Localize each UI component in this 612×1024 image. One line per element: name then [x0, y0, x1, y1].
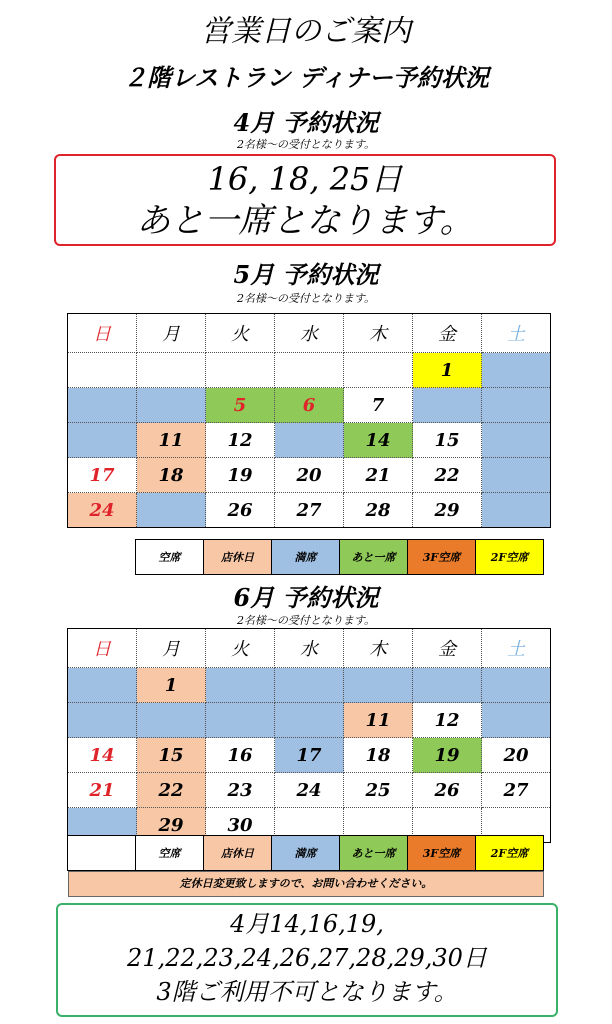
- weekday-sat: 土: [482, 629, 551, 668]
- calendar-week: [68, 493, 551, 528]
- day-cell: 23: [206, 773, 275, 808]
- day-cell: 26: [206, 493, 275, 528]
- day-cell: [68, 668, 137, 703]
- legend-2f-vacant: 2F空席: [476, 836, 544, 871]
- day-cell: [344, 668, 413, 703]
- day-cell: 22: [413, 458, 482, 493]
- day-cell: 16: [206, 738, 275, 773]
- day-cell: 18: [137, 458, 206, 493]
- calendar-week: [68, 458, 551, 493]
- day-cell: [344, 353, 413, 388]
- calendar-week: [68, 738, 551, 773]
- weekday-thu: 木: [344, 314, 413, 353]
- day-cell: 1: [413, 353, 482, 388]
- weekday-mon: 月: [137, 314, 206, 353]
- page-subtitle: ２階レストラン ディナー予約状況: [123, 63, 489, 92]
- weekday-sat: 土: [482, 314, 551, 353]
- day-cell: 21: [68, 773, 137, 808]
- day-cell: [68, 703, 137, 738]
- day-cell: 5: [206, 388, 275, 423]
- legend-blank: [68, 836, 136, 871]
- legend-one-left: あと一席: [340, 836, 408, 871]
- day-cell: 12: [413, 703, 482, 738]
- weekday-sun: 日: [68, 629, 137, 668]
- weekday-wed: 水: [275, 629, 344, 668]
- day-cell: 20: [275, 458, 344, 493]
- legend-3f-vacant: 3F空席: [408, 540, 476, 575]
- day-cell: 30: [206, 808, 275, 843]
- may-note: 2名様～の受付となります。: [236, 292, 376, 305]
- weekday-header: [68, 629, 551, 668]
- calendar-week: [68, 423, 551, 458]
- day-cell: [68, 353, 137, 388]
- day-cell: [206, 668, 275, 703]
- day-cell: [275, 703, 344, 738]
- legend-closed: 店休日: [204, 836, 272, 871]
- weekday-wed: 水: [275, 314, 344, 353]
- day-cell: [482, 703, 551, 738]
- day-cell: [137, 703, 206, 738]
- april-message: あと一席となります。: [136, 201, 474, 241]
- day-cell: 15: [137, 738, 206, 773]
- day-cell: 27: [275, 493, 344, 528]
- april-availability-box: [54, 154, 556, 246]
- day-cell: [413, 668, 482, 703]
- june-calendar: [67, 628, 551, 843]
- weekday-thu: 木: [344, 629, 413, 668]
- calendar-week: [68, 353, 551, 388]
- weekday-fri: 金: [413, 314, 482, 353]
- day-cell: 11: [344, 703, 413, 738]
- day-cell: 12: [206, 423, 275, 458]
- legend-2f-vacant: 2F空席: [476, 540, 544, 575]
- legend-one-left: あと一席: [340, 540, 408, 575]
- day-cell: 14: [68, 738, 137, 773]
- day-cell: [275, 353, 344, 388]
- day-cell: 21: [344, 458, 413, 493]
- day-cell: [137, 493, 206, 528]
- floor3-line1: 4月14,16,19,: [230, 910, 384, 938]
- day-cell: 7: [344, 388, 413, 423]
- floor3-line2: 21,22,23,24,26,27,28,29,30日: [127, 944, 487, 972]
- april-title: 4月 予約状況: [233, 108, 379, 137]
- page-title: 営業日のご案内: [201, 14, 411, 49]
- weekday-fri: 金: [413, 629, 482, 668]
- may-legend: [135, 539, 544, 575]
- april-note: 2名様～の受付となります。: [236, 138, 376, 151]
- legend-full: 満席: [272, 540, 340, 575]
- weekday-tue: 火: [206, 314, 275, 353]
- day-cell: 25: [344, 773, 413, 808]
- day-cell: [482, 458, 551, 493]
- day-cell: 26: [413, 773, 482, 808]
- weekday-sun: 日: [68, 314, 137, 353]
- day-cell: 29: [413, 493, 482, 528]
- day-cell: [482, 353, 551, 388]
- calendar-week: [68, 388, 551, 423]
- weekday-header: [68, 314, 551, 353]
- weekday-mon: 月: [137, 629, 206, 668]
- day-cell: [68, 423, 137, 458]
- may-calendar: [67, 313, 551, 528]
- june-title: 6月 予約状況: [233, 583, 379, 612]
- closure-change-note: 定休日変更致しますので、お問い合わせください。: [68, 871, 544, 897]
- may-title: 5月 予約状況: [233, 260, 379, 289]
- june-note: 2名様～の受付となります。: [236, 614, 376, 627]
- day-cell: [206, 353, 275, 388]
- day-cell: 14: [344, 423, 413, 458]
- day-cell: 22: [137, 773, 206, 808]
- day-cell: [482, 423, 551, 458]
- weekday-tue: 火: [206, 629, 275, 668]
- legend-full: 満席: [272, 836, 340, 871]
- day-cell: [482, 668, 551, 703]
- calendar-week: [68, 703, 551, 738]
- legend-vacant: 空席: [136, 540, 204, 575]
- day-cell: 15: [413, 423, 482, 458]
- legend-closed: 店休日: [204, 540, 272, 575]
- day-cell: 18: [344, 738, 413, 773]
- day-cell: 17: [68, 458, 137, 493]
- day-cell: 6: [275, 388, 344, 423]
- day-cell: 20: [482, 738, 551, 773]
- day-cell: [68, 388, 137, 423]
- day-cell: 19: [206, 458, 275, 493]
- day-cell: [275, 668, 344, 703]
- day-cell: [482, 493, 551, 528]
- day-cell: 11: [137, 423, 206, 458]
- day-cell: [482, 388, 551, 423]
- calendar-week: [68, 773, 551, 808]
- legend-vacant: 空席: [136, 836, 204, 871]
- day-cell: 27: [482, 773, 551, 808]
- april-dates: 16, 18, 25日: [207, 160, 403, 198]
- day-cell: 28: [344, 493, 413, 528]
- day-cell: 1: [137, 668, 206, 703]
- floor3-notice-box: [56, 903, 558, 1017]
- day-cell: 24: [68, 493, 137, 528]
- day-cell: 17: [275, 738, 344, 773]
- day-cell: [413, 388, 482, 423]
- legend-3f-vacant: 3F空席: [408, 836, 476, 871]
- day-cell: [137, 388, 206, 423]
- june-legend: [67, 835, 544, 871]
- day-cell: 19: [413, 738, 482, 773]
- day-cell: [275, 423, 344, 458]
- floor3-line3: 3階ご利用不可となります。: [156, 978, 458, 1006]
- day-cell: [137, 353, 206, 388]
- calendar-week: [68, 668, 551, 703]
- day-cell: 24: [275, 773, 344, 808]
- day-cell: 29: [137, 808, 206, 843]
- day-cell: [206, 703, 275, 738]
